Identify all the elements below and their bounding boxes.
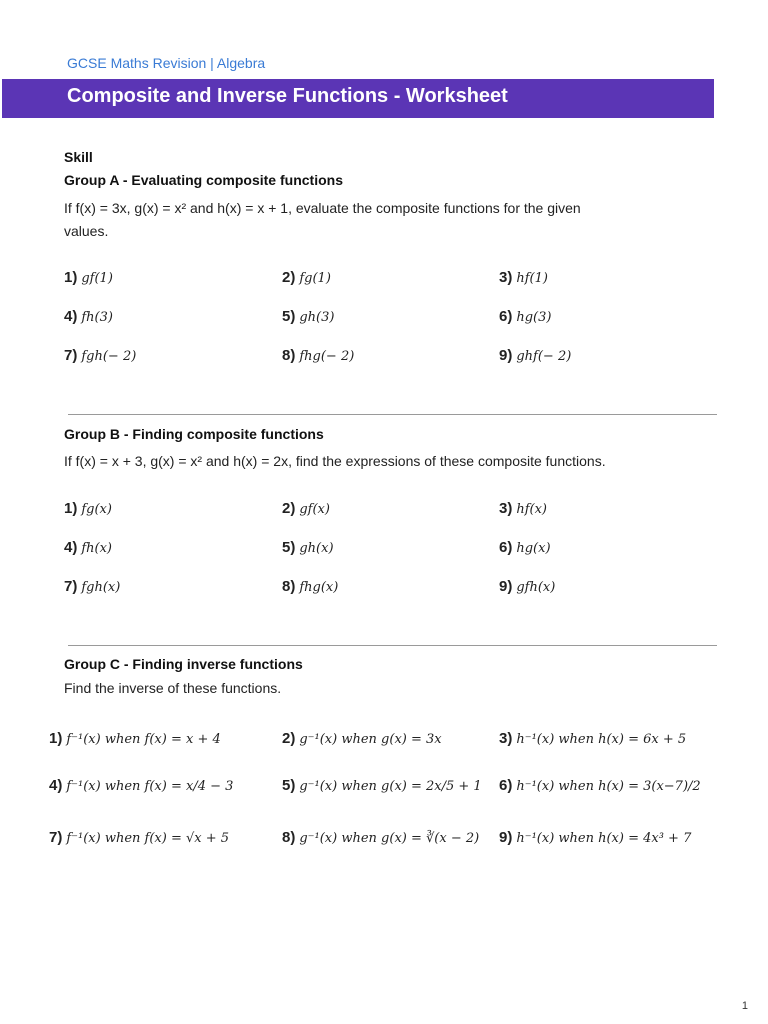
section-divider	[68, 645, 717, 646]
group-a-item	[282, 308, 334, 325]
item-expression: hf(x)	[516, 502, 548, 517]
item-expression: hg(x)	[516, 541, 551, 556]
page-title: Composite and Inverse Functions - Worksheet	[67, 85, 508, 107]
group-c-item	[499, 730, 686, 747]
item-number: 1)	[64, 269, 78, 286]
item-expression: hg(3)	[516, 310, 552, 325]
group-a-item	[282, 347, 354, 364]
item-number: 4)	[64, 308, 78, 325]
item-expression: gf(x)	[299, 502, 330, 517]
item-expression: ghf(− 2)	[516, 349, 572, 364]
item-expression: fg(x)	[81, 502, 112, 517]
item-expression: gfh(x)	[516, 580, 556, 595]
item-number: 5)	[282, 539, 296, 556]
group-a-item	[64, 347, 136, 364]
item-expression: fhg(x)	[299, 580, 339, 595]
group-b-item	[499, 500, 547, 517]
group-a-item	[499, 269, 548, 286]
section-divider	[68, 414, 717, 415]
item-expression: gh(3)	[299, 310, 335, 325]
group-c-item	[282, 730, 442, 747]
item-expression: gh(x)	[299, 541, 334, 556]
group-a-item	[499, 308, 551, 325]
item-number: 9)	[499, 829, 513, 846]
item-number: 4)	[64, 539, 78, 556]
item-number: 1)	[64, 500, 78, 517]
item-number: 8)	[282, 578, 296, 595]
item-expression: h⁻¹(x) when h(x) = 4x³ + 7	[516, 831, 692, 846]
worksheet-subtitle: GCSE Maths Revision | Algebra	[67, 55, 266, 71]
group-c-item	[499, 829, 691, 846]
group-b-item	[64, 578, 120, 595]
item-number: 6)	[499, 308, 513, 325]
item-expression: hf(1)	[516, 271, 548, 286]
skill-label: Skill	[64, 149, 93, 165]
item-expression: fh(x)	[81, 541, 113, 556]
item-expression: fgh(− 2)	[81, 349, 137, 364]
group-b-heading: Group B - Finding composite functions	[64, 426, 324, 442]
item-expression: g⁻¹(x) when g(x) = 3x	[299, 732, 442, 747]
item-number: 7)	[49, 829, 63, 846]
group-a-intro-line1: If f(x) = 3x, g(x) = x² and h(x) = x + 1, evaluate the composite functions for the given	[64, 200, 581, 216]
group-c-heading: Group C - Finding inverse functions	[64, 656, 303, 672]
item-expression: fh(3)	[81, 310, 113, 325]
item-number: 3)	[499, 500, 513, 517]
group-a-item	[282, 269, 331, 286]
group-c-item	[282, 829, 479, 846]
group-a-heading: Group A - Evaluating composite functions	[64, 172, 343, 188]
item-expression: f⁻¹(x) when f(x) = x + 4	[66, 732, 221, 747]
group-a-item	[64, 269, 113, 286]
item-number: 6)	[499, 777, 513, 794]
item-number: 1)	[49, 730, 63, 747]
item-number: 2)	[282, 269, 296, 286]
item-expression: fg(1)	[299, 271, 331, 286]
group-a-item	[499, 347, 571, 364]
group-c-item	[282, 777, 482, 794]
group-b-item	[282, 500, 330, 517]
item-expression: h⁻¹(x) when h(x) = 3(x−7)/2	[516, 779, 701, 794]
item-number: 9)	[499, 578, 513, 595]
group-c-item	[49, 777, 233, 794]
group-b-item	[282, 578, 338, 595]
item-expression: f⁻¹(x) when f(x) = x/4 − 3	[66, 779, 234, 794]
group-b-item	[64, 539, 112, 556]
item-number: 5)	[282, 777, 296, 794]
item-expression: h⁻¹(x) when h(x) = 6x + 5	[516, 732, 687, 747]
item-expression: gf(1)	[81, 271, 113, 286]
group-b-item	[499, 539, 551, 556]
item-number: 7)	[64, 347, 78, 364]
group-c-item	[499, 777, 701, 794]
group-a-item	[64, 308, 113, 325]
item-number: 3)	[499, 730, 513, 747]
item-number: 2)	[282, 730, 296, 747]
item-number: 7)	[64, 578, 78, 595]
group-b-item	[64, 500, 112, 517]
item-number: 3)	[499, 269, 513, 286]
group-b-item	[282, 539, 334, 556]
group-b-intro: If f(x) = x + 3, g(x) = x² and h(x) = 2x, find the expressions of these composite functions.	[64, 453, 606, 469]
item-expression: g⁻¹(x) when g(x) = ∛(x − 2)	[299, 831, 480, 846]
item-number: 4)	[49, 777, 63, 794]
group-c-intro: Find the inverse of these functions.	[64, 680, 282, 696]
item-number: 6)	[499, 539, 513, 556]
item-expression: f⁻¹(x) when f(x) = √x + 5	[66, 831, 230, 846]
item-expression: fgh(x)	[81, 580, 121, 595]
group-c-item	[49, 730, 221, 747]
item-expression: fhg(− 2)	[299, 349, 355, 364]
item-number: 8)	[282, 347, 296, 364]
item-expression: g⁻¹(x) when g(x) = 2x/5 + 1	[299, 779, 482, 794]
item-number: 5)	[282, 308, 296, 325]
group-b-item	[499, 578, 555, 595]
item-number: 8)	[282, 829, 296, 846]
group-c-item	[49, 829, 229, 846]
page-number: 1	[741, 1000, 748, 1012]
item-number: 2)	[282, 500, 296, 517]
group-a-intro-line2: values.	[64, 223, 109, 239]
item-number: 9)	[499, 347, 513, 364]
